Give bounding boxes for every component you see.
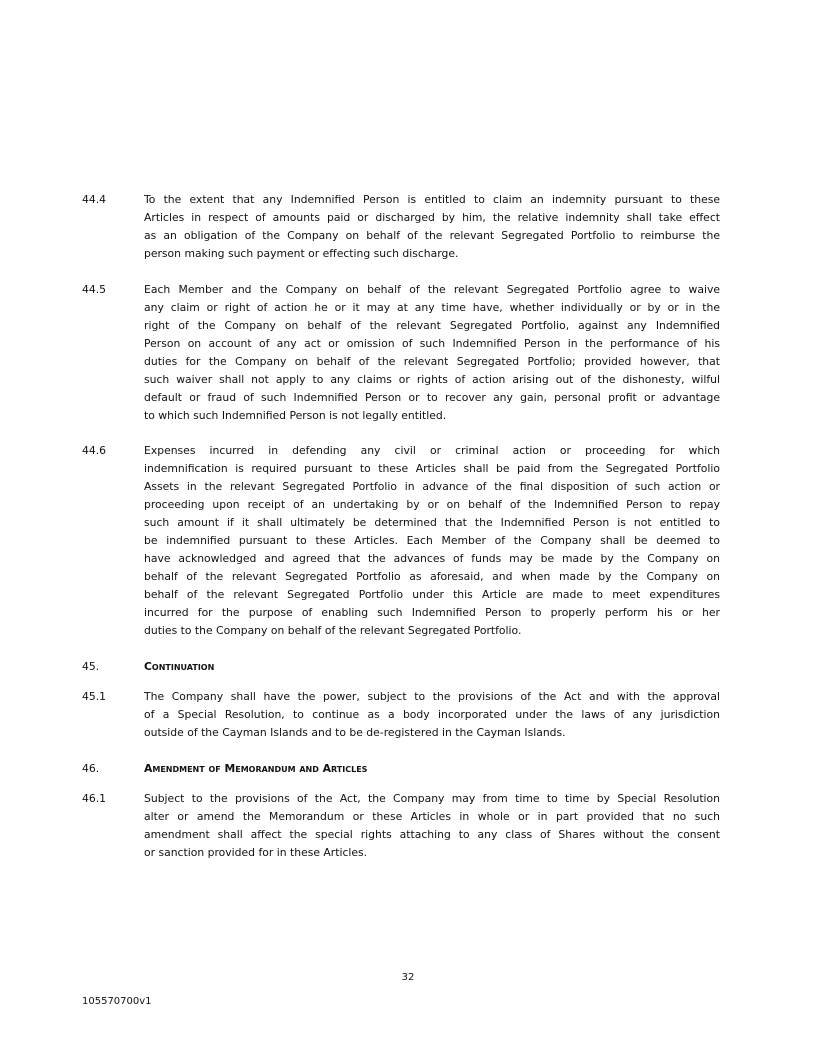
text-line: outside of the Cayman Islands and to be de-registered in the Cayman Islands. — [144, 726, 566, 739]
text-line: To the extent that any Indemnified Person is entitled to claim an indemnity pursuant to these — [144, 193, 720, 206]
text-line: proceeding upon receipt of an undertaking by or on behalf of the Indemnified Person to repay — [144, 498, 720, 511]
text-line: Each Member and the Company on behalf of the relevant Segregated Portfolio agree to waive — [144, 283, 720, 296]
text-line: to which such Indemnified Person is not legally entitled. — [144, 409, 447, 422]
clause-text — [144, 790, 720, 862]
text-line: default or fraud of such Indemnified Person or to recover any gain, personal profit or advantage — [144, 391, 720, 404]
clause-44-4 — [82, 191, 720, 263]
clause-text — [144, 191, 720, 263]
clause-number: 45. — [82, 660, 100, 673]
clause-number: 44.4 — [82, 193, 107, 206]
heading-title: Continuation — [144, 660, 215, 673]
text-line: Articles in respect of amounts paid or discharged by him, the relative indemnity shall take effect — [144, 211, 720, 224]
document-id-footer: 105570700v1 — [82, 996, 152, 1007]
clause-46-1 — [82, 790, 720, 862]
clause-text — [144, 442, 720, 640]
clause-number: 45.1 — [82, 690, 107, 703]
text-line: person making such payment or effecting such discharge. — [144, 247, 459, 260]
clause-number: 46.1 — [82, 792, 107, 805]
clause-text — [144, 281, 720, 425]
clause-text — [144, 688, 720, 742]
text-line: such waiver shall not apply to any claims or rights of action arising out of the dishonesty, wilful — [144, 373, 720, 386]
section-heading — [82, 658, 720, 676]
text-line: duties to the Company on behalf of the relevant Segregated Portfolio. — [144, 624, 522, 637]
text-line: behalf of the relevant Segregated Portfolio as aforesaid, and when made by the Company on — [144, 570, 720, 583]
page-number: 32 — [401, 972, 415, 983]
clause-number: 46. — [82, 762, 100, 775]
text-line: indemnification is required pursuant to these Articles shall be paid from the Segregated Portfolio — [144, 462, 720, 475]
text-line: behalf of the relevant Segregated Portfolio under this Article are made to meet expenditures — [144, 588, 720, 601]
text-line: right of the Company on behalf of the relevant Segregated Portfolio, against any Indemnified — [144, 319, 720, 332]
text-line: such amount if it shall ultimately be determined that the Indemnified Person is not entitled to — [144, 516, 720, 529]
text-line: Expenses incurred in defending any civil or criminal action or proceeding for which — [144, 444, 720, 457]
text-line: The Company shall have the power, subject to the provisions of the Act and with the approval — [144, 690, 720, 703]
clause-44-6 — [82, 442, 720, 640]
text-line: incurred for the purpose of enabling such Indemnified Person to properly perform his or her — [144, 606, 720, 619]
text-line: Assets in the relevant Segregated Portfolio in advance of the final disposition of such action or — [144, 480, 720, 493]
text-line: Subject to the provisions of the Act, the Company may from time to time by Special Resolution — [144, 792, 720, 805]
text-line: have acknowledged and agreed that the advances of funds may be made by the Company on — [144, 552, 720, 565]
clause-44-5 — [82, 281, 720, 425]
clause-number: 44.6 — [82, 444, 107, 457]
text-line: as an obligation of the Company on behalf of the relevant Segregated Portfolio to reimburse the — [144, 229, 720, 242]
text-line: of a Special Resolution, to continue as a body incorporated under the laws of any jurisdiction — [144, 708, 720, 721]
text-line: amendment shall affect the special rights attaching to any class of Shares without the consent — [144, 828, 720, 841]
clause-number: 44.5 — [82, 283, 107, 296]
text-line: alter or amend the Memorandum or these Articles in whole or in part provided that no such — [144, 810, 720, 823]
text-line: Person on account of any act or omission of such Indemnified Person in the performance of his — [144, 337, 720, 350]
clause-45-1 — [82, 688, 720, 742]
text-line: or sanction provided for in these Articles. — [144, 846, 368, 859]
text-line: be indemnified pursuant to these Articles. Each Member of the Company shall be deemed to — [144, 534, 720, 547]
text-line: duties for the Company on behalf of the relevant Segregated Portfolio; provided however, that — [144, 355, 720, 368]
heading-title: Amendment of Memorandum and Articles — [144, 762, 368, 775]
section-heading — [82, 760, 720, 778]
text-line: any claim or right of action he or it may at any time have, whether individually or by or in the — [144, 301, 720, 314]
